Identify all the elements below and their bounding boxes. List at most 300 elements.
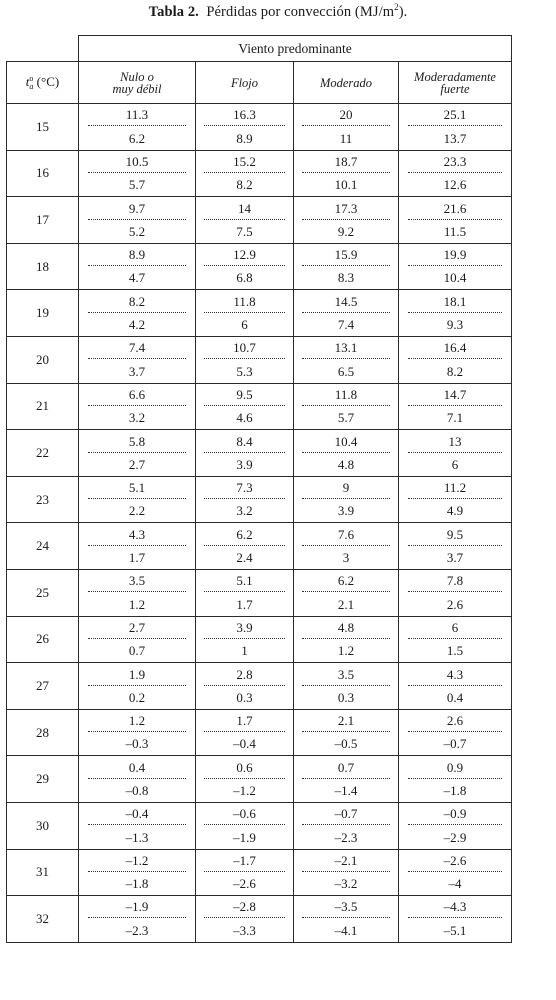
value-cell-upper — [196, 802, 294, 825]
value-text: 10.7 — [204, 337, 285, 359]
value-text: 0.3 — [337, 689, 355, 705]
value-text: –1.7 — [204, 850, 285, 872]
value-cell-upper — [294, 896, 399, 919]
value-text: 4.8 — [337, 456, 355, 472]
temperature-cell: 32 — [7, 896, 79, 943]
value-text: 6 — [451, 456, 459, 472]
value-text: 3.7 — [446, 550, 464, 566]
table-row — [7, 267, 512, 290]
col-header-moderadamente-fuerte: Moderadamente fuerte — [399, 62, 512, 104]
value-text: 3.5 — [88, 570, 185, 592]
temperature-cell: 26 — [7, 616, 79, 663]
value-text: 2.6 — [446, 596, 464, 612]
value-cell-upper — [79, 709, 196, 732]
value-cell-lower — [294, 639, 399, 662]
value-cell-upper — [79, 756, 196, 779]
value-cell-lower — [79, 220, 196, 243]
value-cell-upper — [399, 896, 512, 919]
value-cell-upper — [294, 569, 399, 592]
table-row — [7, 802, 512, 825]
value-cell-upper — [294, 197, 399, 220]
table-row — [7, 430, 512, 453]
value-text: 8.9 — [88, 244, 185, 266]
value-cell-lower — [196, 267, 294, 290]
caption-text: Pérdidas por convección (MJ/m — [206, 3, 395, 20]
table-row — [7, 313, 512, 336]
temperature-cell: 27 — [7, 663, 79, 710]
value-cell-lower — [196, 872, 294, 895]
temperature-cell: 15 — [7, 104, 79, 151]
value-text: 16.4 — [408, 337, 502, 359]
value-text: 5.1 — [88, 477, 185, 499]
value-cell-upper — [294, 290, 399, 313]
col-header-moderado: Moderado — [294, 62, 399, 104]
value-cell-lower — [196, 686, 294, 709]
value-cell-upper — [196, 336, 294, 359]
value-text: 2.1 — [337, 596, 355, 612]
value-cell-lower — [399, 267, 512, 290]
table-row — [7, 220, 512, 243]
table-row — [7, 523, 512, 546]
value-text: 10.5 — [88, 151, 185, 173]
value-text: 16.3 — [204, 104, 285, 126]
value-text: 6.2 — [128, 130, 146, 146]
value-cell-upper — [294, 150, 399, 173]
value-cell-lower — [79, 826, 196, 849]
value-cell-upper — [79, 569, 196, 592]
value-cell-upper — [399, 756, 512, 779]
value-text: 7.5 — [236, 223, 253, 239]
value-text: –2.8 — [204, 896, 285, 918]
value-text: 0.2 — [128, 689, 146, 705]
value-text: –3.5 — [302, 896, 389, 918]
value-text: 12.9 — [204, 244, 285, 266]
value-cell-upper — [196, 663, 294, 686]
value-cell-lower — [196, 173, 294, 196]
value-text: 1.7 — [204, 710, 285, 732]
value-cell-upper — [399, 243, 512, 266]
temperature-cell: 30 — [7, 802, 79, 849]
value-cell-lower — [399, 826, 512, 849]
value-cell-lower — [196, 779, 294, 802]
value-cell-lower — [79, 173, 196, 196]
value-text: 1.9 — [88, 664, 185, 686]
value-cell-lower — [399, 686, 512, 709]
value-text: –1.4 — [334, 783, 358, 798]
value-text: 6 — [241, 317, 248, 333]
value-text: 1.7 — [236, 596, 253, 612]
value-cell-upper — [294, 104, 399, 127]
value-cell-upper — [294, 243, 399, 266]
value-cell-upper — [196, 243, 294, 266]
table-row — [7, 569, 512, 592]
value-text: 2.1 — [302, 710, 389, 732]
value-text: 7.6 — [302, 524, 389, 546]
value-cell-upper — [294, 802, 399, 825]
value-cell-lower — [294, 826, 399, 849]
value-cell-lower — [196, 127, 294, 150]
value-text: –2.9 — [443, 829, 467, 845]
value-text: 6.2 — [302, 570, 389, 592]
value-text: 4.3 — [88, 524, 185, 546]
temp-unit: (°C) — [33, 73, 60, 89]
table-row — [7, 406, 512, 429]
value-text: 10.4 — [302, 431, 389, 453]
table-row — [7, 150, 512, 173]
value-cell-upper — [294, 756, 399, 779]
value-text: 18.7 — [302, 151, 389, 173]
value-text: –5.1 — [443, 922, 467, 938]
value-cell-upper — [79, 616, 196, 639]
value-cell-lower — [294, 220, 399, 243]
value-text: 2.4 — [236, 550, 253, 566]
value-cell-upper — [399, 383, 512, 406]
table-row — [7, 733, 512, 756]
value-cell-upper — [196, 290, 294, 313]
value-text: 3.2 — [128, 410, 146, 426]
value-cell-lower — [196, 733, 294, 756]
table-row — [7, 243, 512, 266]
value-text: 3.9 — [236, 456, 253, 472]
value-text: 8.2 — [446, 363, 464, 379]
convection-losses-table — [6, 35, 512, 943]
value-text: –0.5 — [334, 736, 358, 752]
value-text: 11.8 — [204, 291, 285, 313]
col-header-nulo: Nulo o muy débil — [79, 62, 196, 104]
value-cell-upper — [196, 150, 294, 173]
value-text: 0.3 — [236, 689, 253, 705]
value-text: 9.3 — [446, 317, 464, 333]
value-text: –0.7 — [443, 736, 467, 752]
temperature-cell: 17 — [7, 197, 79, 244]
value-cell-lower — [294, 313, 399, 336]
table-row — [7, 919, 512, 942]
value-cell-upper — [399, 802, 512, 825]
temperature-header — [7, 62, 79, 104]
value-cell-lower — [196, 639, 294, 662]
value-text: –4.1 — [334, 922, 358, 938]
table-row — [7, 360, 512, 383]
value-cell-lower — [79, 406, 196, 429]
value-text: 5.1 — [204, 570, 285, 592]
value-text: 3.9 — [204, 617, 285, 639]
value-cell-upper — [196, 896, 294, 919]
value-text: 11.3 — [88, 104, 185, 126]
temp-symbol: t — [25, 73, 30, 89]
value-cell-upper — [399, 104, 512, 127]
value-text: 5.2 — [128, 223, 146, 239]
value-cell-lower — [294, 593, 399, 616]
value-text: –0.4 — [233, 736, 256, 752]
value-cell-lower — [399, 919, 512, 942]
value-text: –1.2 — [88, 850, 185, 872]
value-text: 19.9 — [408, 244, 502, 266]
value-text: 5.3 — [236, 363, 253, 379]
table-row — [7, 709, 512, 732]
table-row — [7, 383, 512, 406]
value-cell-upper — [196, 197, 294, 220]
value-cell-upper — [196, 569, 294, 592]
value-cell-lower — [399, 733, 512, 756]
value-cell-lower — [399, 313, 512, 336]
value-text: 25.1 — [408, 104, 502, 126]
value-cell-upper — [294, 616, 399, 639]
value-cell-upper — [79, 243, 196, 266]
table-row — [7, 173, 512, 196]
value-text: 4.9 — [446, 503, 464, 519]
value-text: 9.5 — [204, 384, 285, 406]
value-text: 0.7 — [128, 643, 146, 659]
value-text: 5.7 — [337, 410, 355, 426]
value-text: –1.8 — [125, 876, 149, 892]
value-text: 3.5 — [302, 664, 389, 686]
temperature-cell: 18 — [7, 243, 79, 290]
value-text: 14.5 — [302, 291, 389, 313]
value-text: 3.7 — [128, 363, 146, 379]
value-cell-lower — [294, 919, 399, 942]
value-cell-lower — [399, 779, 512, 802]
value-cell-lower — [79, 453, 196, 476]
value-text: 0.6 — [204, 757, 285, 779]
value-cell-upper — [294, 523, 399, 546]
value-text: –0.3 — [125, 736, 149, 752]
value-text: 0.4 — [446, 689, 464, 705]
value-cell-lower — [294, 360, 399, 383]
value-text: –2.3 — [125, 922, 149, 938]
value-text: 6.2 — [204, 524, 285, 546]
value-text: 7.1 — [446, 410, 464, 426]
value-cell-lower — [399, 546, 512, 569]
caption-superscript: 2 — [394, 2, 399, 12]
value-cell-upper — [399, 290, 512, 313]
value-cell-lower — [399, 500, 512, 523]
value-text: 0.4 — [88, 757, 185, 779]
value-cell-upper — [196, 849, 294, 872]
value-cell-lower — [196, 453, 294, 476]
value-text: 8.9 — [236, 130, 253, 146]
value-cell-upper — [79, 896, 196, 919]
table-row — [7, 500, 512, 523]
value-text: 4.2 — [128, 317, 146, 333]
value-cell-upper — [294, 849, 399, 872]
caption-end: ). — [398, 3, 408, 20]
value-text: 1.2 — [128, 596, 146, 612]
value-cell-lower — [399, 127, 512, 150]
value-text: 3 — [342, 550, 350, 566]
value-cell-lower — [294, 406, 399, 429]
table-row — [7, 290, 512, 313]
value-text: –2.6 — [408, 850, 502, 872]
value-text: 0.9 — [408, 757, 502, 779]
value-text: 18.1 — [408, 291, 502, 313]
value-cell-lower — [399, 593, 512, 616]
value-text: 1 — [241, 643, 248, 659]
value-text: –1.9 — [88, 896, 185, 918]
value-cell-lower — [79, 919, 196, 942]
value-text: 1.5 — [446, 643, 464, 659]
value-cell-lower — [294, 453, 399, 476]
value-cell-upper — [294, 383, 399, 406]
value-cell-upper — [196, 383, 294, 406]
value-cell-upper — [196, 476, 294, 499]
value-cell-lower — [196, 826, 294, 849]
value-cell-lower — [196, 360, 294, 383]
value-text: –2.3 — [334, 829, 358, 845]
value-cell-upper — [79, 150, 196, 173]
table-row — [7, 546, 512, 569]
value-cell-upper — [79, 849, 196, 872]
value-cell-lower — [196, 546, 294, 569]
value-cell-lower — [79, 500, 196, 523]
value-cell-upper — [196, 430, 294, 453]
value-cell-lower — [79, 779, 196, 802]
value-cell-upper — [399, 663, 512, 686]
table-row — [7, 849, 512, 872]
table-row — [7, 476, 512, 499]
value-text: 8.2 — [236, 177, 253, 193]
table-row — [7, 197, 512, 220]
table-row — [7, 686, 512, 709]
table-row — [7, 593, 512, 616]
value-text: 6.6 — [88, 384, 185, 406]
value-cell-lower — [294, 686, 399, 709]
value-text: 8.4 — [204, 431, 285, 453]
temperature-cell: 29 — [7, 756, 79, 803]
value-text: 5.7 — [128, 177, 146, 193]
value-cell-lower — [79, 639, 196, 662]
value-cell-lower — [294, 546, 399, 569]
value-cell-upper — [79, 383, 196, 406]
value-cell-upper — [399, 336, 512, 359]
value-cell-lower — [294, 779, 399, 802]
value-text: –1.2 — [233, 783, 256, 798]
value-cell-lower — [399, 639, 512, 662]
value-cell-lower — [294, 733, 399, 756]
value-cell-upper — [196, 709, 294, 732]
value-text: –1.9 — [233, 829, 256, 845]
value-text: 7.4 — [88, 337, 185, 359]
value-text: 2.2 — [128, 503, 146, 519]
value-text: –3.2 — [334, 876, 358, 892]
value-cell-lower — [79, 686, 196, 709]
value-text: 4.7 — [128, 270, 146, 286]
value-text: 14.7 — [408, 384, 502, 406]
table-row — [7, 639, 512, 662]
value-text: –2.1 — [302, 850, 389, 872]
temperature-cell: 25 — [7, 569, 79, 616]
table-row — [7, 663, 512, 686]
table-row — [7, 872, 512, 895]
temp-sub: a — [29, 81, 34, 91]
col-header-flojo: Flojo — [196, 62, 294, 104]
value-text: –0.4 — [88, 803, 185, 825]
value-text: 10.4 — [443, 270, 467, 286]
value-text: 13.7 — [443, 130, 467, 146]
value-text: 20 — [302, 104, 389, 126]
table-row — [7, 104, 512, 127]
value-cell-upper — [399, 430, 512, 453]
table-row — [7, 896, 512, 919]
value-cell-upper — [79, 523, 196, 546]
value-cell-lower — [79, 733, 196, 756]
value-text: 12.6 — [443, 177, 467, 193]
temperature-cell: 21 — [7, 383, 79, 430]
value-cell-upper — [79, 336, 196, 359]
value-text: –0.9 — [408, 803, 502, 825]
value-cell-upper — [196, 523, 294, 546]
value-cell-lower — [399, 220, 512, 243]
value-text: –4.3 — [408, 896, 502, 918]
value-text: 2.8 — [204, 664, 285, 686]
value-cell-upper — [399, 150, 512, 173]
value-text: 4.8 — [302, 617, 389, 639]
value-text: 0.7 — [302, 757, 389, 779]
value-text: 13 — [408, 431, 502, 453]
value-text: 1.2 — [88, 710, 185, 732]
value-cell-lower — [399, 360, 512, 383]
value-cell-lower — [196, 593, 294, 616]
value-cell-upper — [294, 663, 399, 686]
temperature-cell: 24 — [7, 523, 79, 570]
value-text: 1.2 — [337, 643, 355, 659]
value-text: 15.2 — [204, 151, 285, 173]
value-cell-upper — [79, 663, 196, 686]
value-text: 10.1 — [334, 177, 358, 193]
value-cell-upper — [399, 197, 512, 220]
value-cell-lower — [399, 453, 512, 476]
value-cell-lower — [399, 406, 512, 429]
value-text: 23.3 — [408, 151, 502, 173]
value-cell-upper — [196, 616, 294, 639]
value-text: 8.2 — [88, 291, 185, 313]
table-row — [7, 127, 512, 150]
value-cell-upper — [294, 336, 399, 359]
value-cell-lower — [196, 500, 294, 523]
table-row — [7, 826, 512, 849]
value-text: –0.6 — [204, 803, 285, 825]
value-text: –2.6 — [233, 876, 256, 892]
temp-sup: o — [29, 73, 34, 83]
value-text: 5.8 — [88, 431, 185, 453]
value-text: 11.5 — [443, 223, 467, 239]
value-cell-upper — [79, 476, 196, 499]
temperature-cell: 20 — [7, 336, 79, 383]
value-cell-lower — [196, 313, 294, 336]
value-text: 21.6 — [408, 198, 502, 220]
temperature-cell: 16 — [7, 150, 79, 197]
table-row — [7, 453, 512, 476]
temperature-cell: 23 — [7, 476, 79, 523]
value-cell-upper — [399, 523, 512, 546]
value-text: 6.8 — [236, 270, 253, 286]
value-cell-lower — [196, 220, 294, 243]
value-text: 6 — [408, 617, 502, 639]
value-cell-upper — [399, 476, 512, 499]
value-text: –1.3 — [125, 829, 149, 845]
value-cell-upper — [294, 476, 399, 499]
value-text: 9 — [302, 477, 389, 499]
value-cell-upper — [294, 709, 399, 732]
value-text: –4 — [448, 876, 462, 892]
value-text: 11.2 — [408, 477, 502, 499]
value-text: 9.2 — [337, 223, 355, 239]
temperature-cell: 19 — [7, 290, 79, 337]
value-cell-lower — [294, 173, 399, 196]
value-cell-upper — [79, 104, 196, 127]
value-text: 17.3 — [302, 198, 389, 220]
value-text: 4.6 — [236, 410, 253, 426]
value-cell-upper — [79, 290, 196, 313]
